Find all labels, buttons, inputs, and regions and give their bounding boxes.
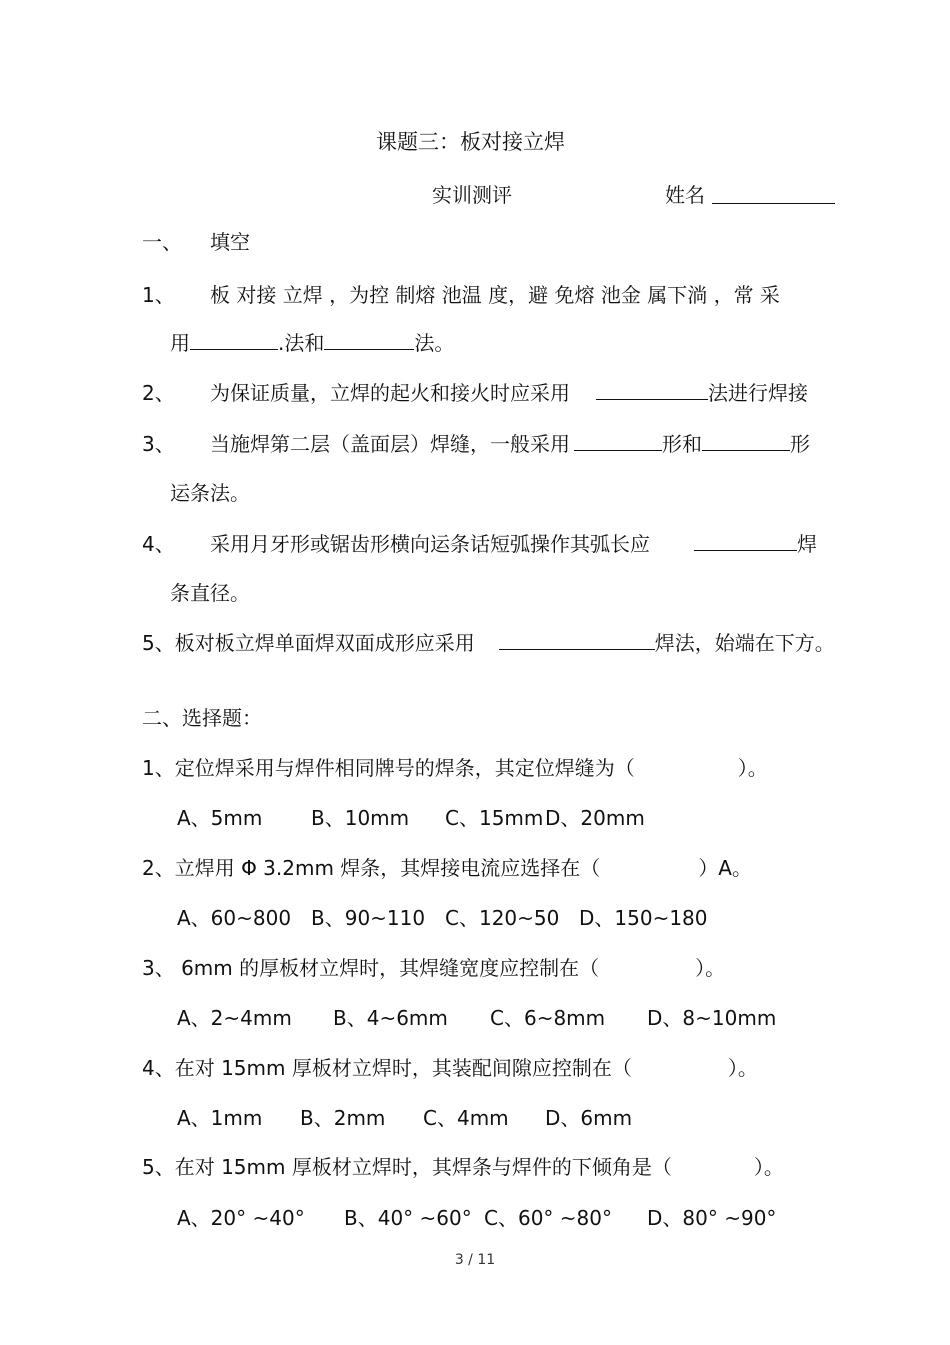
fill-q1-blank-1[interactable] (190, 331, 278, 350)
fill-q4-line (210, 531, 817, 557)
fill-q5-line (142, 630, 835, 656)
fill-q3-line2: 运条法。 (170, 481, 250, 505)
name-blank[interactable] (712, 185, 835, 204)
choice-q5-option-a: A、20° ~40° (177, 1206, 305, 1230)
section1-num: 一、 (142, 230, 182, 254)
choice-q3-close: ）。 (695, 956, 726, 980)
choice-q5 (142, 1154, 784, 1180)
fill-q1-blank-2[interactable] (324, 331, 414, 350)
choice-q3-option-a: A、2~4mm (177, 1006, 292, 1030)
choice-q3-option-b: B、4~6mm (333, 1006, 448, 1030)
fill-q5-post: 焊法，始端在下方。 (654, 631, 835, 655)
fill-q1-text: 板 对接 立焊 ，为控 制熔 池温 度，避 免熔 池金 属下淌 ，常 采 (210, 283, 780, 307)
choice-q1-option-c: C、15mm (445, 806, 544, 830)
fill-q3-post: 形 (790, 432, 810, 456)
choice-q2-option-c: C、120~50 (445, 906, 560, 930)
choice-q4-option-a: A、1mm (177, 1106, 263, 1130)
choice-q1-close: ）。 (737, 756, 768, 780)
choice-q2-option-a: A、60~800 (177, 906, 292, 930)
fill-q4-num: 4、 (142, 532, 175, 556)
choice-q1 (142, 755, 768, 781)
choice-q4-close: ）。 (727, 1056, 758, 1080)
choice-q4-text: 4、在对 15mm 厚板材立焊时，其装配间隙应控制在（ (142, 1056, 632, 1080)
fill-q5-blank[interactable] (499, 631, 655, 650)
fill-q3-text: 当施焊第二层（盖面层）焊缝，一般采用 (210, 432, 570, 456)
fill-q1-mid: .法和 (278, 331, 325, 355)
choice-q1-option-a: A、5mm (177, 806, 263, 830)
choice-q5-option-d: D、80° ~90° (647, 1206, 777, 1230)
choice-q2-option-d: D、150~180 (579, 906, 708, 930)
page-title: 课题三：板对接立焊 (376, 130, 565, 154)
fill-q3-mid: 形和 (662, 432, 702, 456)
fill-q2-num: 2、 (142, 381, 175, 405)
fill-q4-post: 焊 (797, 532, 817, 556)
choice-q4-option-b: B、2mm (300, 1106, 386, 1130)
choice-q3-text: 3、 6mm 的厚板材立焊时，其焊缝宽度应控制在（ (142, 956, 600, 980)
fill-q3-line (210, 431, 810, 457)
name-label: 姓名 (665, 183, 705, 207)
fill-q4-text: 采用月牙形或锯齿形横向运条话短弧操作其弧长应 (210, 532, 650, 556)
fill-q1-line2 (170, 330, 454, 356)
fill-q3-blank-2[interactable] (702, 432, 790, 451)
fill-q2-post: 法进行焊接 (708, 381, 808, 405)
page-number: 3 / 11 (454, 1252, 496, 1268)
fill-q2-line (210, 380, 808, 406)
choice-q4 (142, 1055, 758, 1081)
choice-q2-close: ）A。 (698, 856, 752, 880)
choice-q1-option-d: D、20mm (545, 806, 645, 830)
fill-q1-num: 1、 (142, 283, 175, 307)
fill-q3-blank-1[interactable] (574, 432, 662, 451)
choice-q2-text: 2、立焊用 Φ 3.2mm 焊条，其焊接电流应选择在（ (142, 856, 601, 880)
section1-heading: 填空 (210, 230, 250, 254)
choice-q3 (142, 955, 725, 981)
fill-q1-pre: 用 (170, 331, 190, 355)
fill-q2-text: 为保证质量，立焊的起火和接火时应采用 (210, 381, 570, 405)
choice-q5-option-c: C、60° ~80° (484, 1206, 612, 1230)
choice-q2 (142, 855, 752, 881)
choice-q5-text: 5、在对 15mm 厚板材立焊时，其焊条与焊件的下倾角是（ (142, 1155, 672, 1179)
choice-q1-text: 1、定位焊采用与焊件相同牌号的焊条，其定位焊缝为（ (142, 756, 635, 780)
choice-q3-option-d: D、8~10mm (647, 1006, 777, 1030)
fill-q3-num: 3、 (142, 432, 175, 456)
fill-q4-blank[interactable] (694, 532, 797, 551)
choice-q4-option-d: D、6mm (545, 1106, 633, 1130)
choice-q2-option-b: B、90~110 (311, 906, 426, 930)
fill-q2-blank[interactable] (596, 381, 708, 400)
section2-heading: 二、选择题： (142, 706, 262, 730)
choice-q1-option-b: B、10mm (311, 806, 410, 830)
subtitle: 实训测评 (432, 183, 512, 207)
fill-q4-line2: 条直径。 (170, 581, 250, 605)
fill-q5-text: 5、板对板立焊单面焊双面成形应采用 (142, 631, 475, 655)
choice-q4-option-c: C、4mm (423, 1106, 509, 1130)
choice-q3-option-c: C、6~8mm (490, 1006, 606, 1030)
choice-q5-option-b: B、40° ~60° (344, 1206, 472, 1230)
fill-q1-post: 法。 (414, 331, 455, 355)
choice-q5-close: ）。 (753, 1155, 784, 1179)
